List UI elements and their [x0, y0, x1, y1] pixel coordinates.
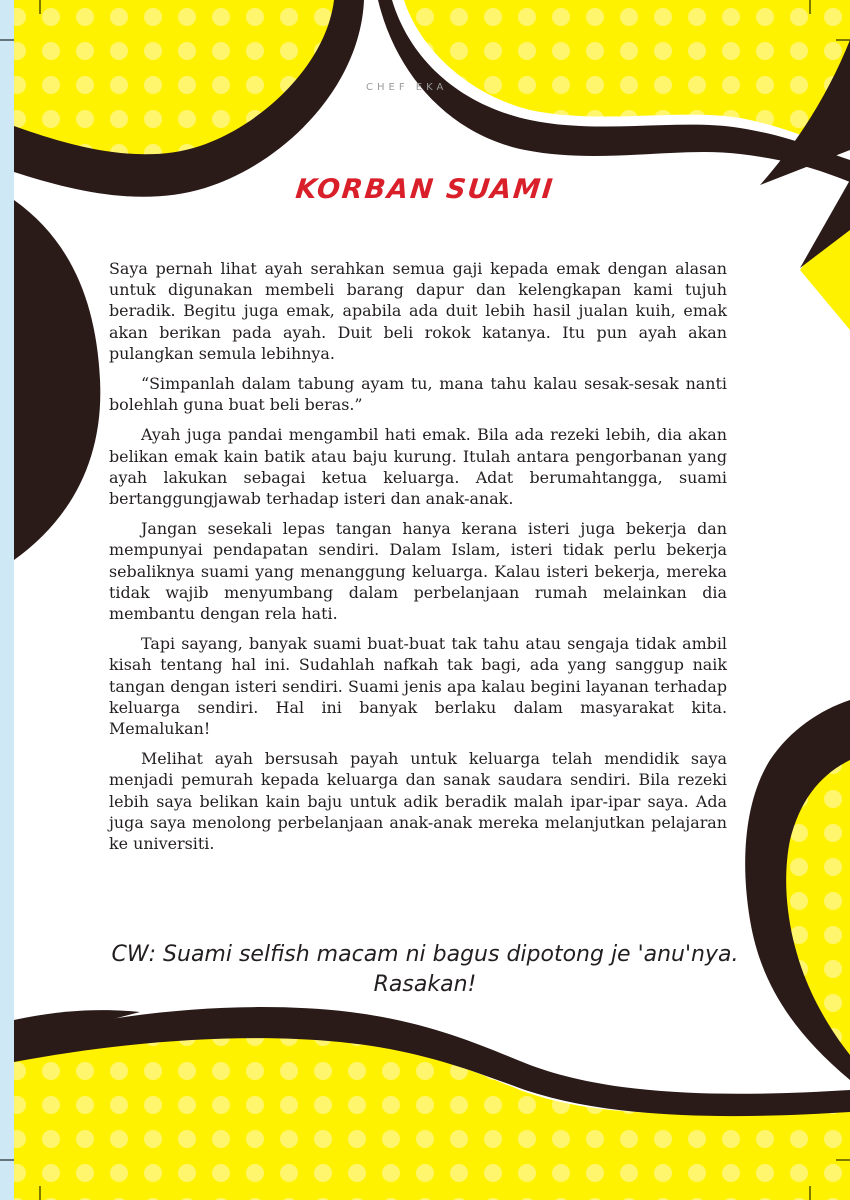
note-line-2: Rasakan! — [373, 972, 477, 997]
paragraph: “Simpanlah dalam tabung ayam tu, mana tahu kalau sesak-sesak nanti bolehlah guna buat beli beras.” — [109, 374, 727, 415]
comment-note — [110, 940, 740, 1000]
running-header: CHEF EKA — [366, 82, 448, 93]
paragraph: Ayah juga pandai mengambil hati emak. Bila ada rezeki lebih, dia akan belikan emak kain batik atau baju kurung. Itulah antara pengorbanan yang ayah lakukan sebagai ketua keluarga. Adat berumahtangga, suami bertanggungjawab terhadap isteri dan anak-anak. — [109, 425, 727, 509]
paragraph: Tapi sayang, banyak suami buat-buat tak tahu atau sengaja tidak ambil kisah tentang hal ini. Sudahlah nafkah tak bagi, ada yang sanggup naik tangan dengan isteri sendiri. Suami jenis apa kalau begini layanan terhadap keluarga sendiri. Hal ini banyak berlaku dalam masyarakat kita. Memalukan! — [109, 634, 727, 739]
paragraph: Melihat ayah bersusah payah untuk keluarga telah mendidik saya menjadi pemurah kepada keluarga dan sanak saudara sendiri. Bila rezeki lebih saya belikan kain baju untuk adik beradik malah ipar-ipar saya. Ada juga saya menolong perbelanjaan anak-anak mereka melanjutkan pelajaran ke universiti. — [109, 749, 727, 854]
paragraph: Jangan sesekali lepas tangan hanya kerana isteri juga bekerja dan mempunyai pendapatan sendiri. Dalam Islam, isteri tidak perlu bekerja sebaliknya suami yang menanggung keluarga. Kalau isteri bekerja, mereka tidak wajib menyumbang dalam perbelanjaan rumah melainkan dia membantu dengan rela hati. — [109, 519, 727, 624]
paragraph: Saya pernah lihat ayah serahkan semua gaji kepada emak dengan alasan untuk digunakan membeli barang dapur dan kelengkapan kami tujuh beradik. Begitu juga emak, apabila ada duit lebih hasil jualan kuih, emak akan berikan pada ayah. Duit beli rokok katanya. Itu pun ayah akan pulangkan semula lebihnya. — [109, 259, 727, 363]
body-text — [109, 258, 727, 863]
note-line-1: CW: Suami selfish macam ni bagus dipotong je 'anu'nya. — [111, 942, 739, 967]
page-title: KORBAN SUAMI — [294, 174, 556, 205]
